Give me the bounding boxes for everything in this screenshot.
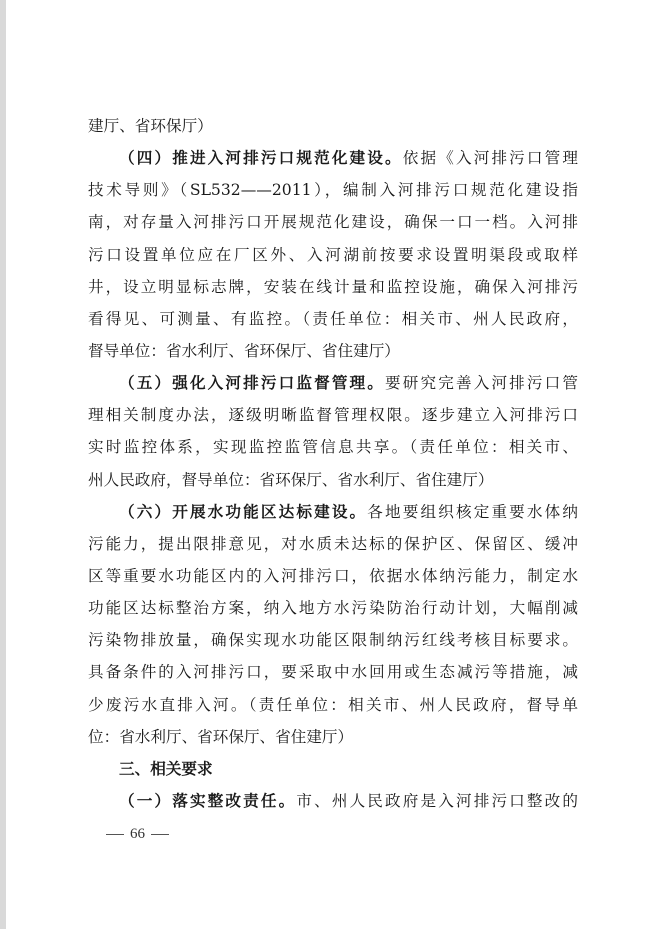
text-line — [88, 785, 578, 817]
line-text: 建厅、省环保厅） — [88, 117, 213, 135]
line-text: 依据《入河排污口管理 — [402, 149, 578, 168]
line-text: 位：省水利厅、省环保厅、省住建厅） — [88, 727, 354, 746]
line-text: 少废污水直排入河。（责任单位：相关市、州人民政府，督导单 — [88, 695, 578, 714]
line-text: 理相关制度办法，逐级明晰监督管理权限。逐步建立入河排污口 — [88, 406, 578, 425]
line-text: 要研究完善入河排污口管 — [385, 374, 578, 393]
line-text: 功能区达标整治方案，纳入地方水污染防治行动计划，大幅削减 — [88, 599, 578, 618]
line-text: 南，对存量入河排污口开展规范化建设，确保一口一档。入河排 — [88, 213, 578, 232]
text-line — [88, 560, 578, 592]
footer-dash-left — [106, 834, 124, 835]
text-line — [88, 142, 578, 174]
line-text: 污能力，提出限排意见，对水质未达标的保护区、保留区、缓冲 — [88, 534, 578, 553]
body-text — [88, 110, 578, 817]
line-text: 实时监控体系，实现监控监管信息共享。（责任单位：相关市、 — [88, 438, 578, 457]
text-line — [88, 303, 578, 335]
text-line — [88, 721, 578, 753]
page-footer — [100, 826, 175, 843]
text-line — [88, 335, 578, 367]
line-text: 看得见、可测量、有监控。（责任单位：相关市、州人民政府， — [88, 309, 578, 328]
subsection-title: （一）落实整改责任。 — [119, 790, 297, 810]
text-line — [88, 496, 578, 528]
page-edge-rule — [0, 0, 6, 929]
text-line — [88, 399, 578, 431]
text-line — [88, 110, 578, 142]
page-number: 66 — [130, 826, 145, 842]
subsection-title: （六）开展水功能区达标建设。 — [119, 501, 368, 521]
line-text: 污口设置单位应在厂区外、入河湖前按要求设置明渠段或取样 — [88, 245, 578, 264]
text-line — [88, 656, 578, 688]
line-text: 各地要组织核定重要水体纳 — [367, 502, 578, 521]
line-text: 督导单位：省水利厅、省环保厅、省住建厅） — [88, 341, 400, 360]
line-text: 污染物排放量，确保实现水功能区限制纳污红线考核目标要求。 — [88, 631, 578, 650]
line-text: 技术导则》（SL532——2011），编制入河排污口规范化建设指 — [88, 181, 578, 200]
text-line — [88, 528, 578, 560]
section-heading: 三、相关要求 — [119, 759, 213, 778]
text-line — [88, 206, 578, 238]
text-line — [88, 689, 578, 721]
subsection-title: （五）强化入河排污口监督管理。 — [119, 373, 386, 393]
line-text: 区等重要水功能区内的入河排污口，依据水体纳污能力，制定水 — [88, 566, 578, 585]
text-line — [88, 367, 578, 399]
text-line — [88, 239, 578, 271]
line-text: 州人民政府，督导单位：省环保厅、省水利厅、省住建厅） — [88, 470, 494, 489]
text-line — [88, 271, 578, 303]
text-line — [88, 464, 578, 496]
line-text: 市、州人民政府是入河排污口整改的 — [296, 791, 578, 810]
text-line — [88, 431, 578, 463]
footer-dash-right — [151, 834, 169, 835]
text-line — [88, 624, 578, 656]
line-text: 井，设立明显标志牌，安装在线计量和监控设施，确保入河排污 — [88, 277, 578, 296]
text-line — [88, 174, 578, 206]
subsection-title: （四）推进入河排污口规范化建设。 — [119, 148, 403, 168]
line-text: 具备条件的入河排污口，要采取中水回用或生态减污等措施，减 — [88, 663, 578, 682]
text-line — [88, 592, 578, 624]
